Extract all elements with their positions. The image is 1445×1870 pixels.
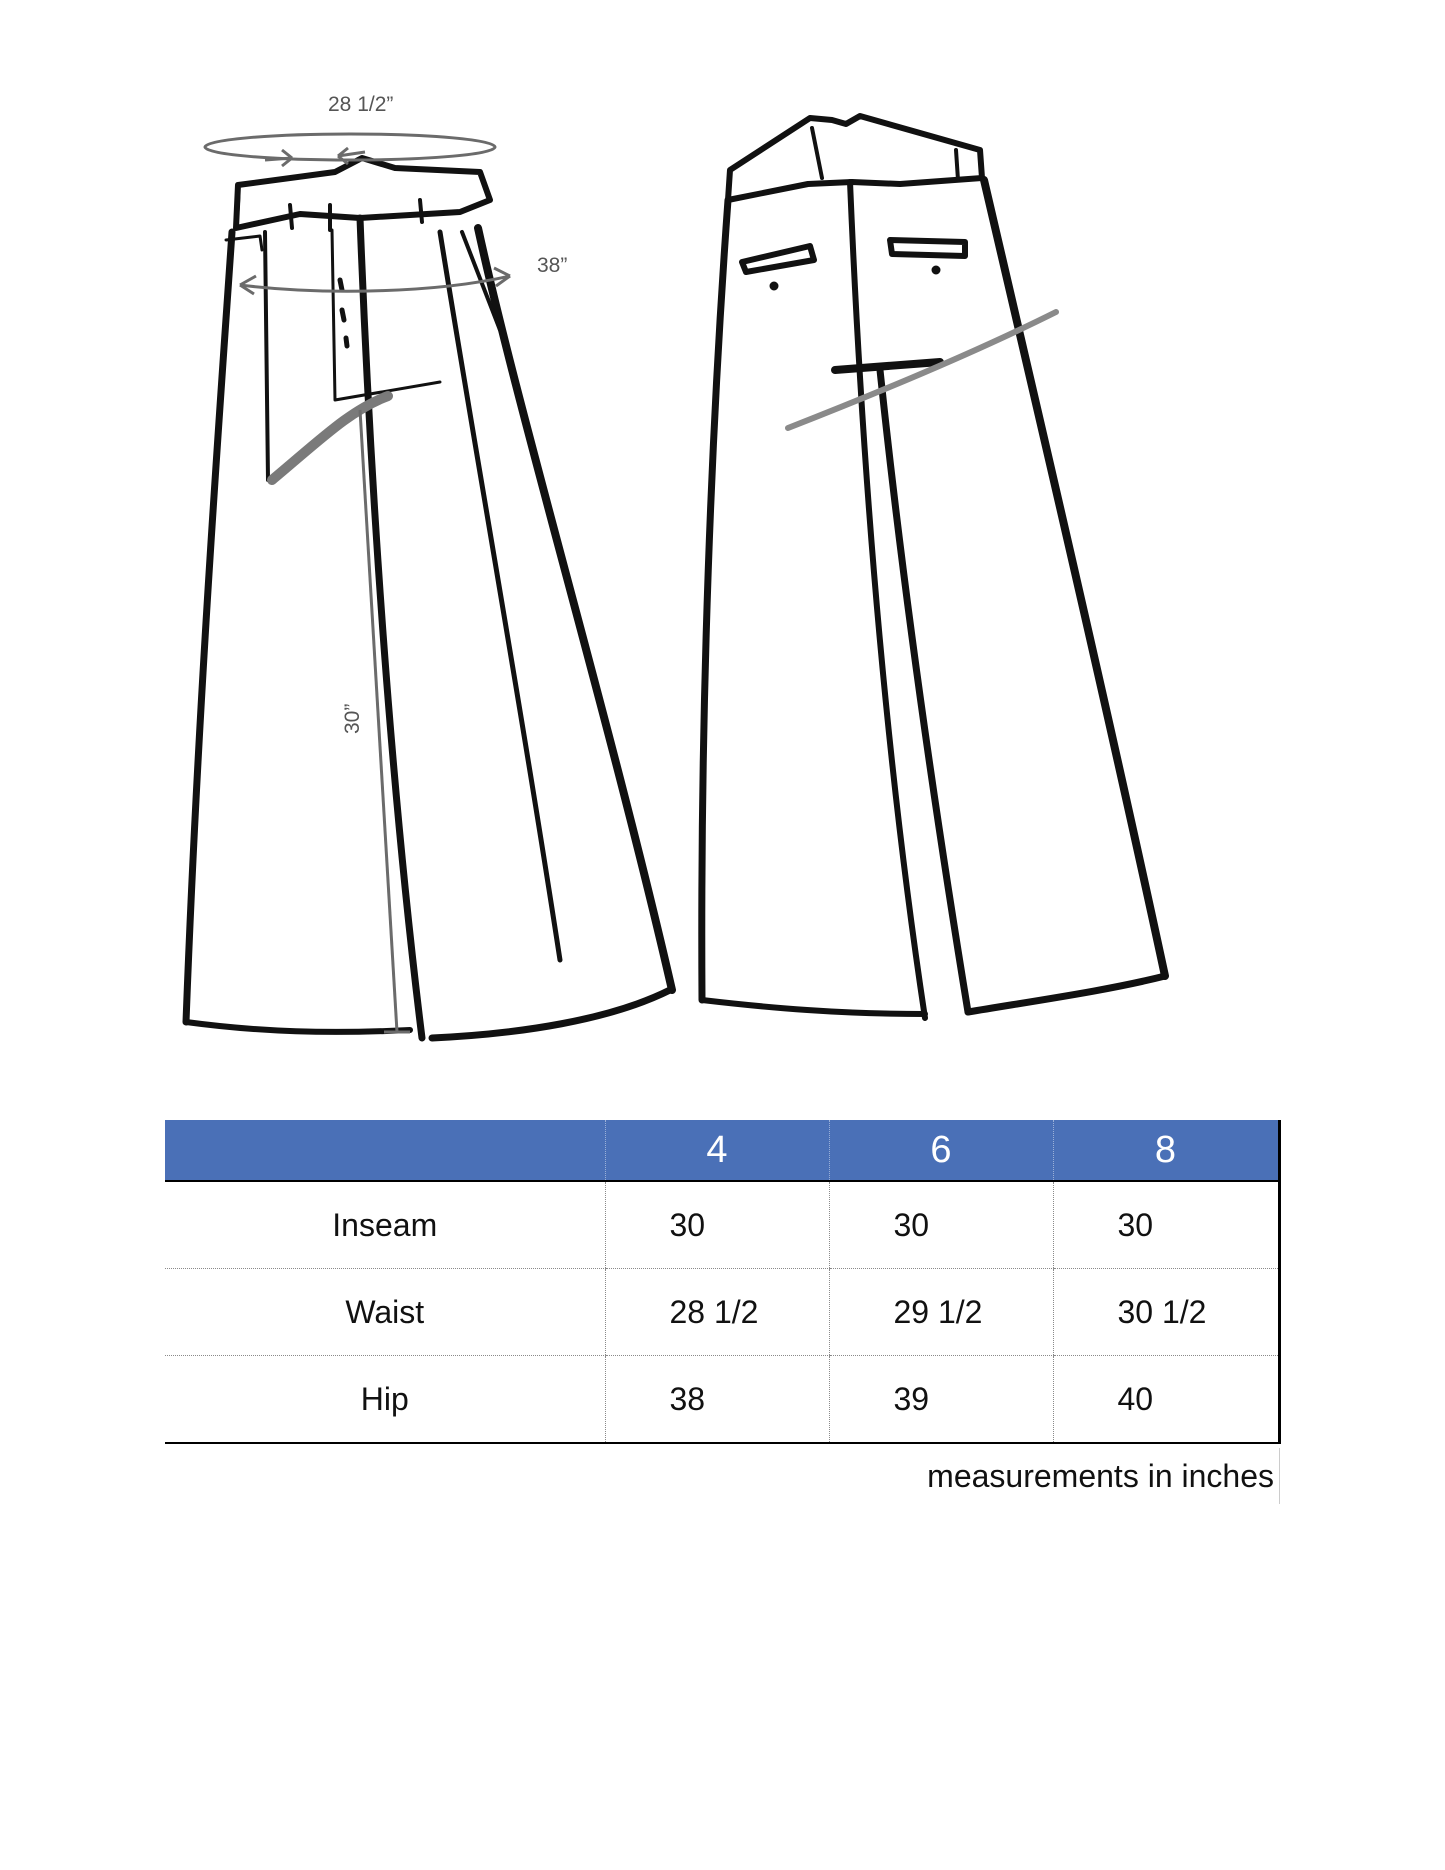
value-cell: 38 — [605, 1356, 829, 1444]
row-label: Hip — [165, 1356, 605, 1444]
size-8-header: 8 — [1053, 1120, 1279, 1181]
size-4-header: 4 — [605, 1120, 829, 1181]
waist-measure-label: 28 1/2” — [328, 93, 394, 116]
value-cell: 29 1/2 — [829, 1269, 1053, 1356]
hip-measure-line — [240, 276, 510, 291]
back-view-drawing — [702, 116, 1165, 1018]
size-6-header: 6 — [829, 1120, 1053, 1181]
row-label: Waist — [165, 1269, 605, 1356]
size-chart-table — [165, 1120, 1281, 1444]
header-row — [165, 1120, 1279, 1181]
inseam-measure-label: 30” — [341, 703, 364, 734]
value-cell: 30 — [1053, 1181, 1279, 1269]
table-row-waist — [165, 1269, 1279, 1356]
value-cell: 30 — [605, 1181, 829, 1269]
value-cell: 39 — [829, 1356, 1053, 1444]
measurement-unit-note: measurements in inches — [165, 1448, 1280, 1504]
header-blank-cell — [165, 1120, 605, 1181]
measurement-guides — [205, 134, 510, 1032]
front-view-drawing — [186, 158, 672, 1038]
value-cell: 30 — [829, 1181, 1053, 1269]
table-row-hip — [165, 1356, 1279, 1444]
value-cell: 30 1/2 — [1053, 1269, 1279, 1356]
value-cell: 40 — [1053, 1356, 1279, 1444]
hip-measure-label: 38” — [537, 254, 568, 277]
value-cell: 28 1/2 — [605, 1269, 829, 1356]
row-label: Inseam — [165, 1181, 605, 1269]
waist-measure-ellipse — [205, 134, 495, 160]
size-header — [165, 1120, 1279, 1181]
table-row-inseam — [165, 1181, 1279, 1269]
